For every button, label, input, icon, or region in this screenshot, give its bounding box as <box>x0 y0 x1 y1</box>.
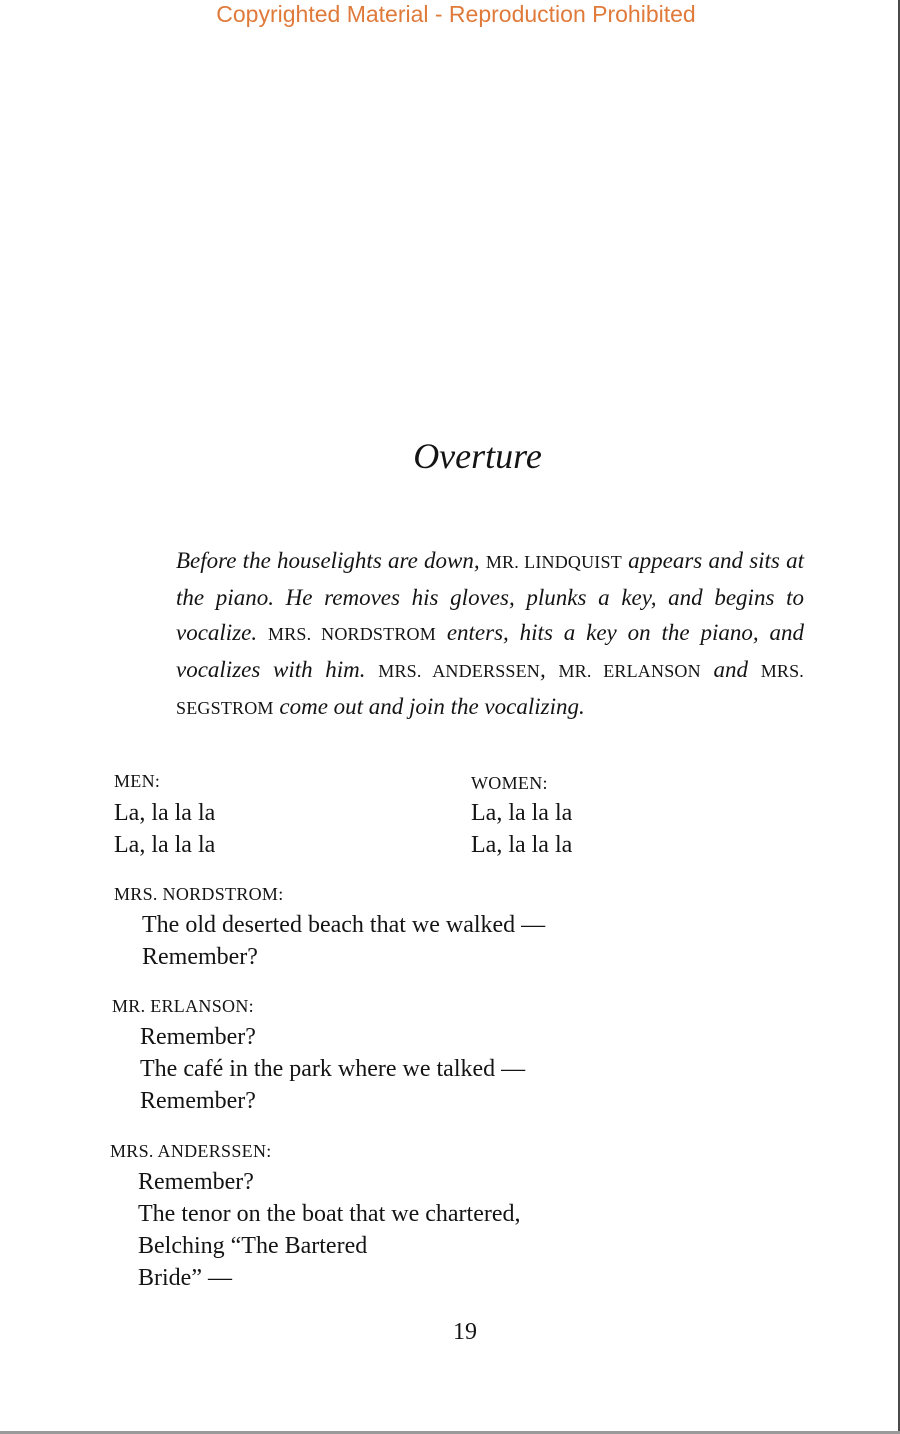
speaker-women: WOMEN: <box>471 773 548 793</box>
stage-direction-text: enters, hits a key on the piano, and vocalizes with him. <box>176 620 804 682</box>
speaker-mrs-nordstrom: MRS. NORDSTROM: <box>114 884 284 904</box>
copyright-watermark: Copyrighted Material - Reproduction Prohibited <box>216 1 696 27</box>
stage-direction <box>176 543 804 726</box>
lyric-line: Remember? <box>140 1088 256 1114</box>
lyric-line: La, la la la <box>471 800 573 826</box>
character-name: MRS. SEGSTROM <box>176 661 805 718</box>
lyrics-men <box>114 797 215 861</box>
lyrics-mr-erlanson <box>140 1021 525 1117</box>
character-name: MRS. ANDERSSEN <box>378 661 541 681</box>
stage-direction-text: and <box>700 657 761 682</box>
character-name: MR. LINDQUIST <box>485 552 622 572</box>
stage-direction-text: Before the houselights are down, <box>176 548 486 573</box>
lyrics-women <box>471 797 572 861</box>
page-number: 19 <box>453 1319 477 1345</box>
lyric-line: The tenor on the boat that we chartered, <box>138 1201 521 1227</box>
lyrics-mrs-anderssen <box>138 1166 521 1294</box>
lyric-line: Bride” — <box>138 1265 232 1291</box>
lyric-line: Remember? <box>140 1024 256 1050</box>
lyric-line: Belching “The Bartered <box>138 1233 368 1259</box>
speaker-men: MEN: <box>114 771 161 791</box>
lyric-line: La, la la la <box>471 832 573 858</box>
section-title: Overture <box>413 436 542 476</box>
lyric-line: The old deserted beach that we walked — <box>142 912 546 938</box>
lyric-line: La, la la la <box>114 800 216 826</box>
character-name: MR. ERLANSON <box>558 661 701 681</box>
speaker-mrs-anderssen: MRS. ANDERSSEN: <box>110 1141 272 1161</box>
lyrics-mrs-nordstrom <box>142 909 545 973</box>
character-name: MRS. NORDSTROM <box>267 624 436 644</box>
stage-direction-text: appears and sits at the piano. He removes his gloves, plunks a key, and begins to vocalize. <box>176 548 804 645</box>
lyric-line: The café in the park where we talked — <box>140 1056 526 1082</box>
lyric-line: Remember? <box>142 944 258 970</box>
stage-direction-text: , <box>540 657 559 682</box>
lyric-line: La, la la la <box>114 832 216 858</box>
stage-direction-text: come out and join the vocalizing. <box>273 694 585 719</box>
lyric-line: Remember? <box>138 1169 254 1195</box>
speaker-mr-erlanson: MR. ERLANSON: <box>112 996 254 1016</box>
